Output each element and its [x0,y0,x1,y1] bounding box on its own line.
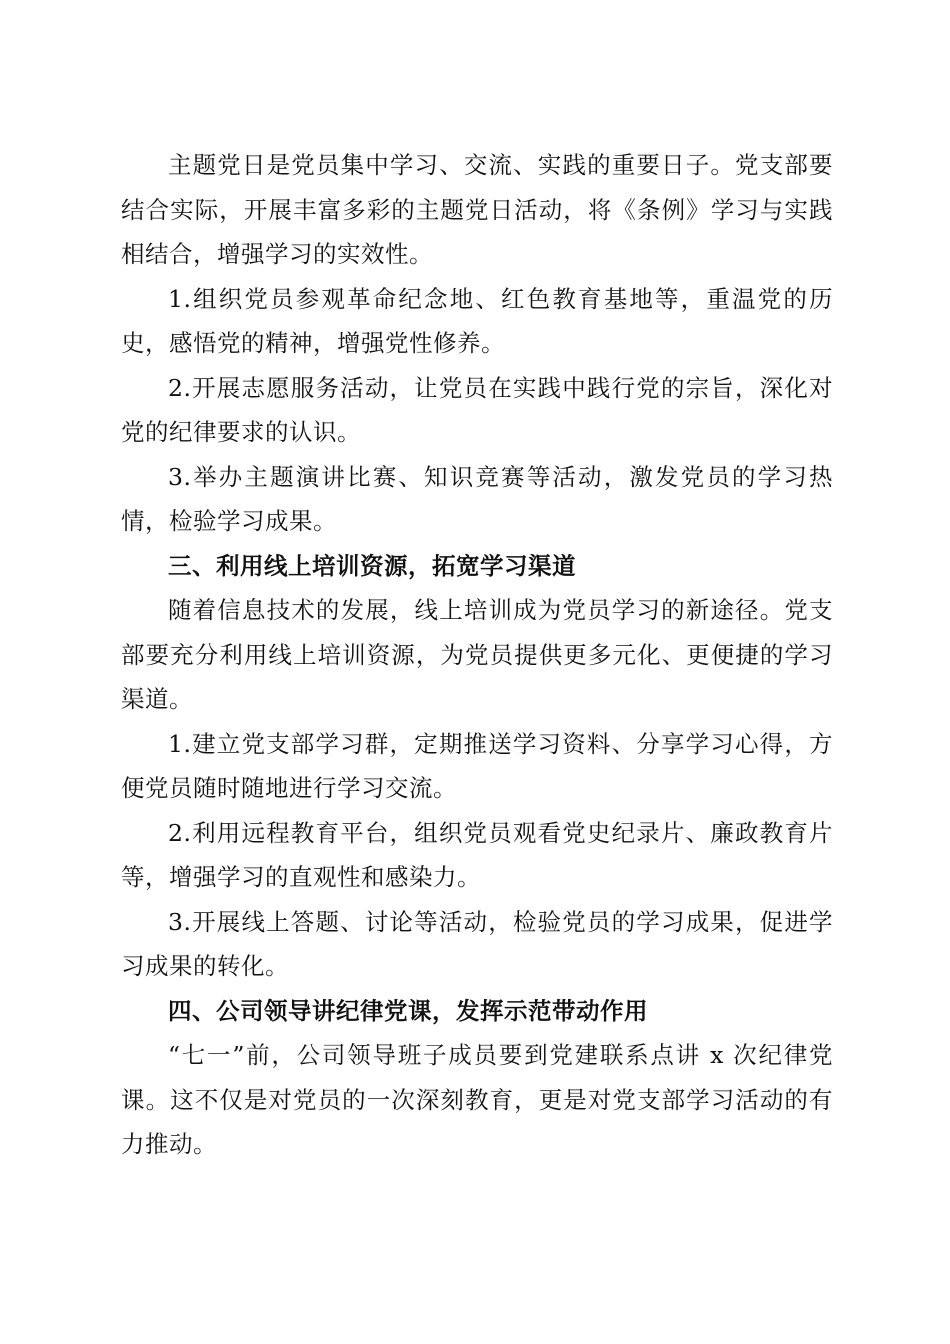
paragraph-theme-party-day: 主题党日是党员集中学习、交流、实践的重要日子。党支部要结合实际，开展丰富多彩的主题党日活动，将《条例》学习与实践相结合，增强学习的实效性。 [121,151,833,268]
list-item-visit-sites: 1.组织党员参观革命纪念地、红色教育基地等，重温党的历史，感悟党的精神，增强党性修养。 [121,284,833,357]
paragraph-online-training: 随着信息技术的发展，线上培训成为党员学习的新途径。党支部要充分利用线上培训资源，为党员提供更多元化、更便捷的学习渠道。 [121,596,833,713]
list-item-study-group: 1.建立党支部学习群，定期推送学习资料、分享学习心得，方便党员随时随地进行学习交流。 [121,729,833,802]
list-item-remote-education: 2.利用远程教育平台，组织党员观看党史纪录片、廉政教育片等，增强学习的直观性和感染力。 [121,818,833,891]
paragraph-leadership-lecture: “七一”前，公司领导班子成员要到党建联系点讲 x 次纪律党课。这不仅是对党员的一次深刻教育，更是对党支部学习活动的有力推动。 [121,1041,833,1158]
section-heading-online-training: 三、利用线上培训资源，拓宽学习渠道 [168,551,576,580]
list-item-volunteer-service: 2.开展志愿服务活动，让党员在实践中践行党的宗旨，深化对党的纪律要求的认识。 [121,373,833,446]
section-heading-leadership-lecture: 四、公司领导讲纪律党课，发挥示范带动作用 [168,996,648,1025]
list-item-online-quiz: 3.开展线上答题、讨论等活动，检验党员的学习成果，促进学习成果的转化。 [121,907,833,980]
document-page [121,143,833,1167]
list-item-speech-contest: 3.举办主题演讲比赛、知识竞赛等活动，激发党员的学习热情，检验学习成果。 [121,462,833,535]
